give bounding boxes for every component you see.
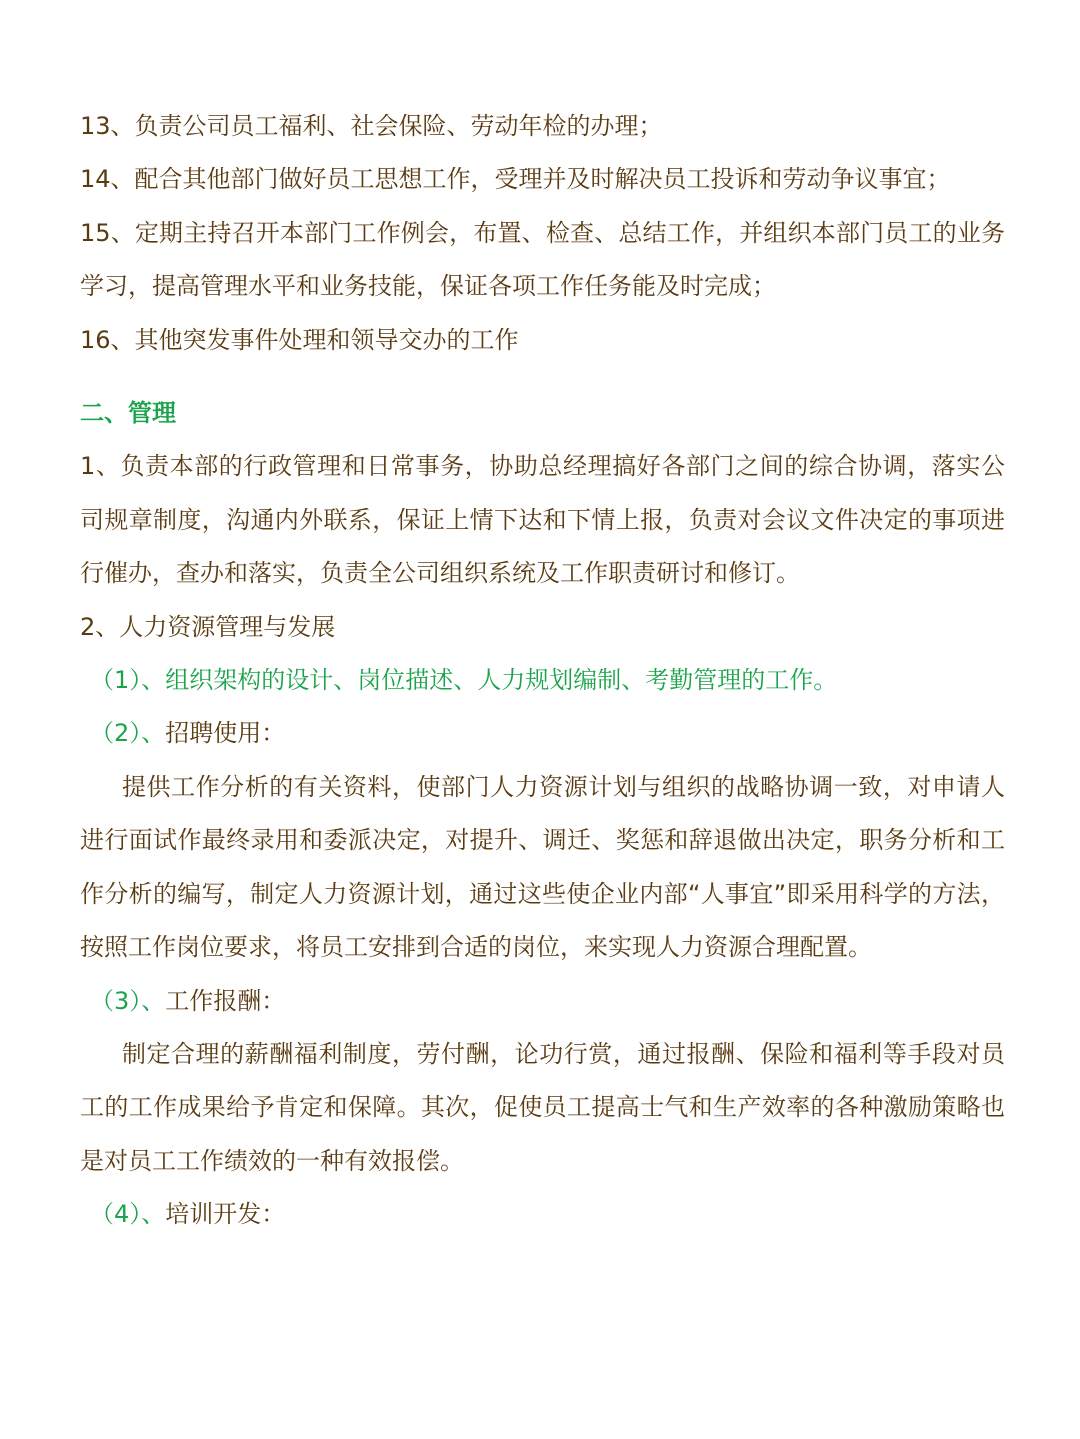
subitem-3	[80, 975, 1005, 1028]
management-paragraph-1: 1、负责本部的行政管理和日常事务，协助总经理搞好各部门之间的综合协调，落实公司规章制度，沟通内外联系，保证上情下达和下情上报，负责对会议文件决定的事项进行催办，查办和落实，负责全公司组织系统及工作职责研讨和修订。	[80, 452, 1005, 588]
subitem-1-number: （1）、	[90, 666, 166, 695]
subitem-2-text: 招聘使用：	[165, 719, 286, 748]
subitem-4-number: （4）、	[90, 1200, 166, 1229]
subitem-2-body: 提供工作分析的有关资料，使部门人力资源计划与组织的战略协调一致，对申请人进行面试作最终录用和委派决定，对提升、调迁、奖惩和辞退做出决定，职务分析和工作分析的编写，制定人力资源计划，通过这些使企业内部“人事宜”即采用科学的方法，按照工作岗位要求，将员工安排到合适的岗位，来实现人力资源合理配置。	[80, 772, 1005, 962]
subitem-3-body: 制定合理的薪酬福利制度，劳付酬，论功行赏，通过报酬、保险和福利等手段对员工的工作成果给予肯定和保障。其次，促使员工提高士气和生产效率的各种激励策略也是对员工工作绩效的一种有效报偿。	[80, 1039, 1005, 1175]
list-item-14: 14、配合其他部门做好员工思想工作，受理并及时解决员工投诉和劳动争议事宜；	[80, 165, 951, 194]
section-heading-management: 二、管理	[80, 399, 176, 428]
subitem-1	[80, 654, 1005, 707]
subitem-1-text: 组织架构的设计、岗位描述、人力规划编制、考勤管理的工作。	[165, 666, 838, 695]
management-paragraph-2: 2、人力资源管理与发展	[80, 612, 336, 641]
subitem-2	[80, 707, 1005, 760]
subitem-3-number: （3）、	[90, 986, 166, 1015]
subitem-4	[80, 1188, 1005, 1241]
subitem-4-text: 培训开发：	[165, 1200, 286, 1229]
list-item-15: 15、定期主持召开本部门工作例会，布置、检查、总结工作，并组织本部门员工的业务学习，提高管理水平和业务技能，保证各项工作任务能及时完成；	[80, 218, 1005, 301]
subitem-3-text: 工作报酬：	[165, 986, 286, 1015]
subitem-2-number: （2）、	[90, 719, 166, 748]
document-body	[80, 100, 1005, 1242]
list-item-16: 16、其他突发事件处理和领导交办的工作	[80, 325, 519, 354]
list-item-13: 13、负责公司员工福利、社会保险、劳动年检的办理；	[80, 112, 663, 140]
